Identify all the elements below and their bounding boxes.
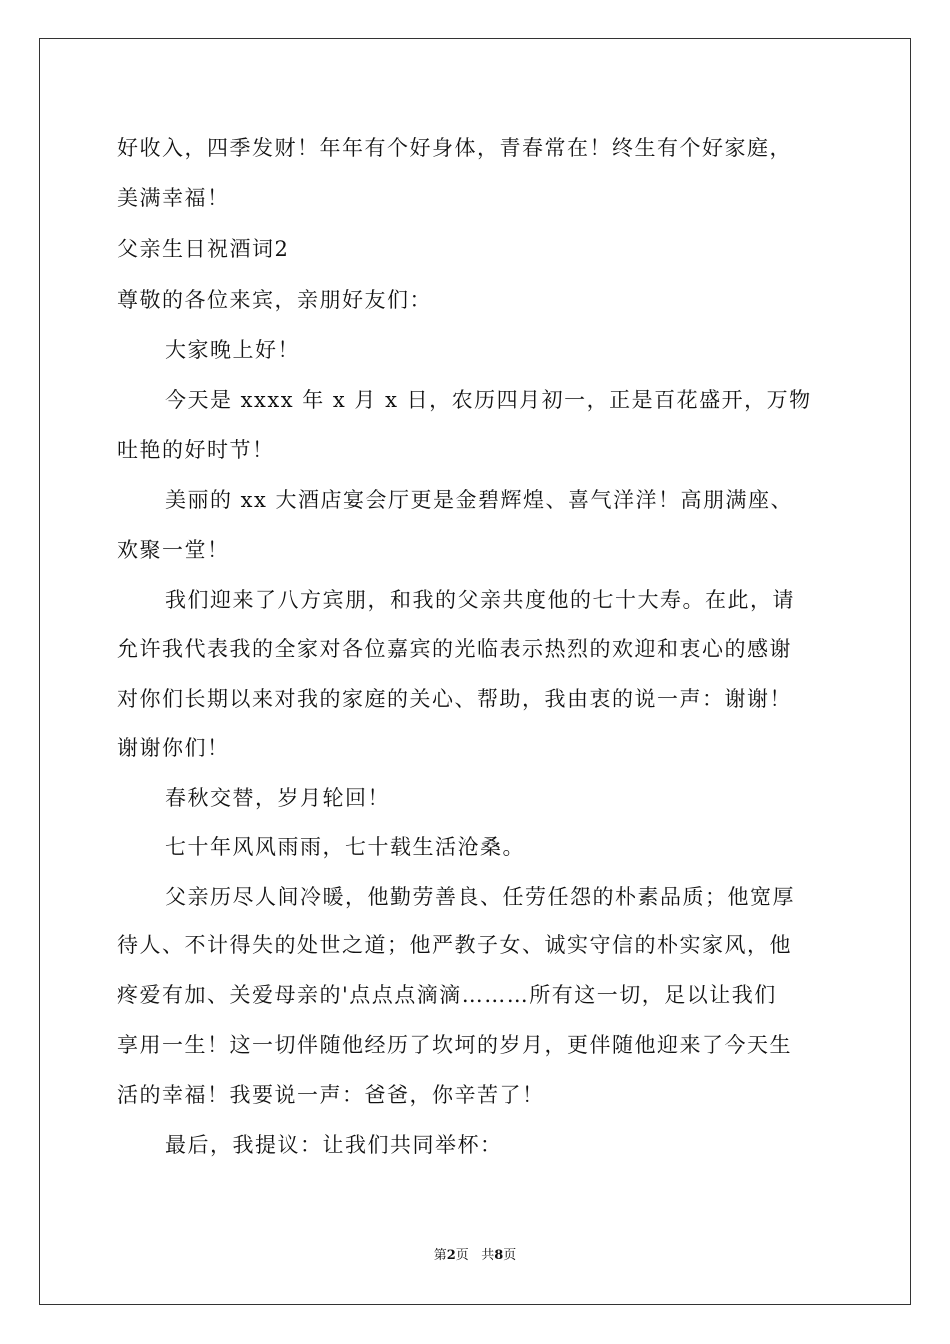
- paragraph-start: 美丽的 xx 大酒店宴会厅更是金碧辉煌、喜气洋洋！高朋满座、: [165, 488, 794, 512]
- text-line: 活的幸福！我要说一声：爸爸，你辛苦了！: [117, 1083, 545, 1107]
- text-line: 待人、不计得失的处世之道；他严教子女、诚实守信的朴实家风，他: [117, 933, 792, 957]
- paragraph-start: 大家晚上好！: [165, 338, 300, 362]
- page-total: 8: [494, 1248, 504, 1263]
- section-title: 父亲生日祝酒词2: [117, 237, 290, 261]
- paragraph-start: 我们迎来了八方宾朋，和我的父亲共度他的七十大寿。在此，请: [165, 588, 795, 612]
- paragraph-start: 父亲历尽人间冷暖，他勤劳善良、任劳任怨的朴素品质；他宽厚: [165, 885, 795, 909]
- paragraph-start: 今天是 xxxx 年 x 月 x 日，农历四月初一，正是百花盛开，万物: [165, 388, 812, 412]
- page-suffix: 页: [503, 1248, 517, 1263]
- text-line: 谢谢你们！: [117, 736, 230, 760]
- text-line: 允许我代表我的全家对各位嘉宾的光临表示热烈的欢迎和衷心的感谢: [117, 637, 792, 661]
- text-line: 美满幸福！: [117, 186, 230, 210]
- salutation: 尊敬的各位来宾，亲朋好友们：: [117, 288, 432, 312]
- page-border: [39, 38, 911, 1305]
- text-line: 疼爱有加、关爱母亲的'点点点滴滴………所有这一切，足以让我们: [117, 983, 777, 1007]
- text-line: 欢聚一堂！: [117, 538, 230, 562]
- text-line: 对你们长期以来对我的家庭的关心、帮助，我由衷的说一声：谢谢！: [117, 687, 792, 711]
- paragraph-start: 七十年风风雨雨，七十载生活沧桑。: [165, 835, 525, 859]
- text-line: 享用一生！这一切伴随他经历了坎坷的岁月，更伴随他迎来了今天生: [117, 1033, 792, 1057]
- page-mid: 页 共: [455, 1248, 495, 1263]
- text-line: 吐艳的好时节！: [117, 438, 275, 462]
- paragraph-start: 最后，我提议：让我们共同举杯：: [165, 1133, 503, 1157]
- page-prefix: 第: [433, 1248, 447, 1263]
- text-line: 好收入，四季发财！年年有个好身体，青春常在！终生有个好家庭，: [117, 136, 792, 160]
- page-footer: [0, 1247, 950, 1265]
- paragraph-start: 春秋交替，岁月轮回！: [165, 786, 390, 810]
- page-current: 2: [446, 1248, 456, 1263]
